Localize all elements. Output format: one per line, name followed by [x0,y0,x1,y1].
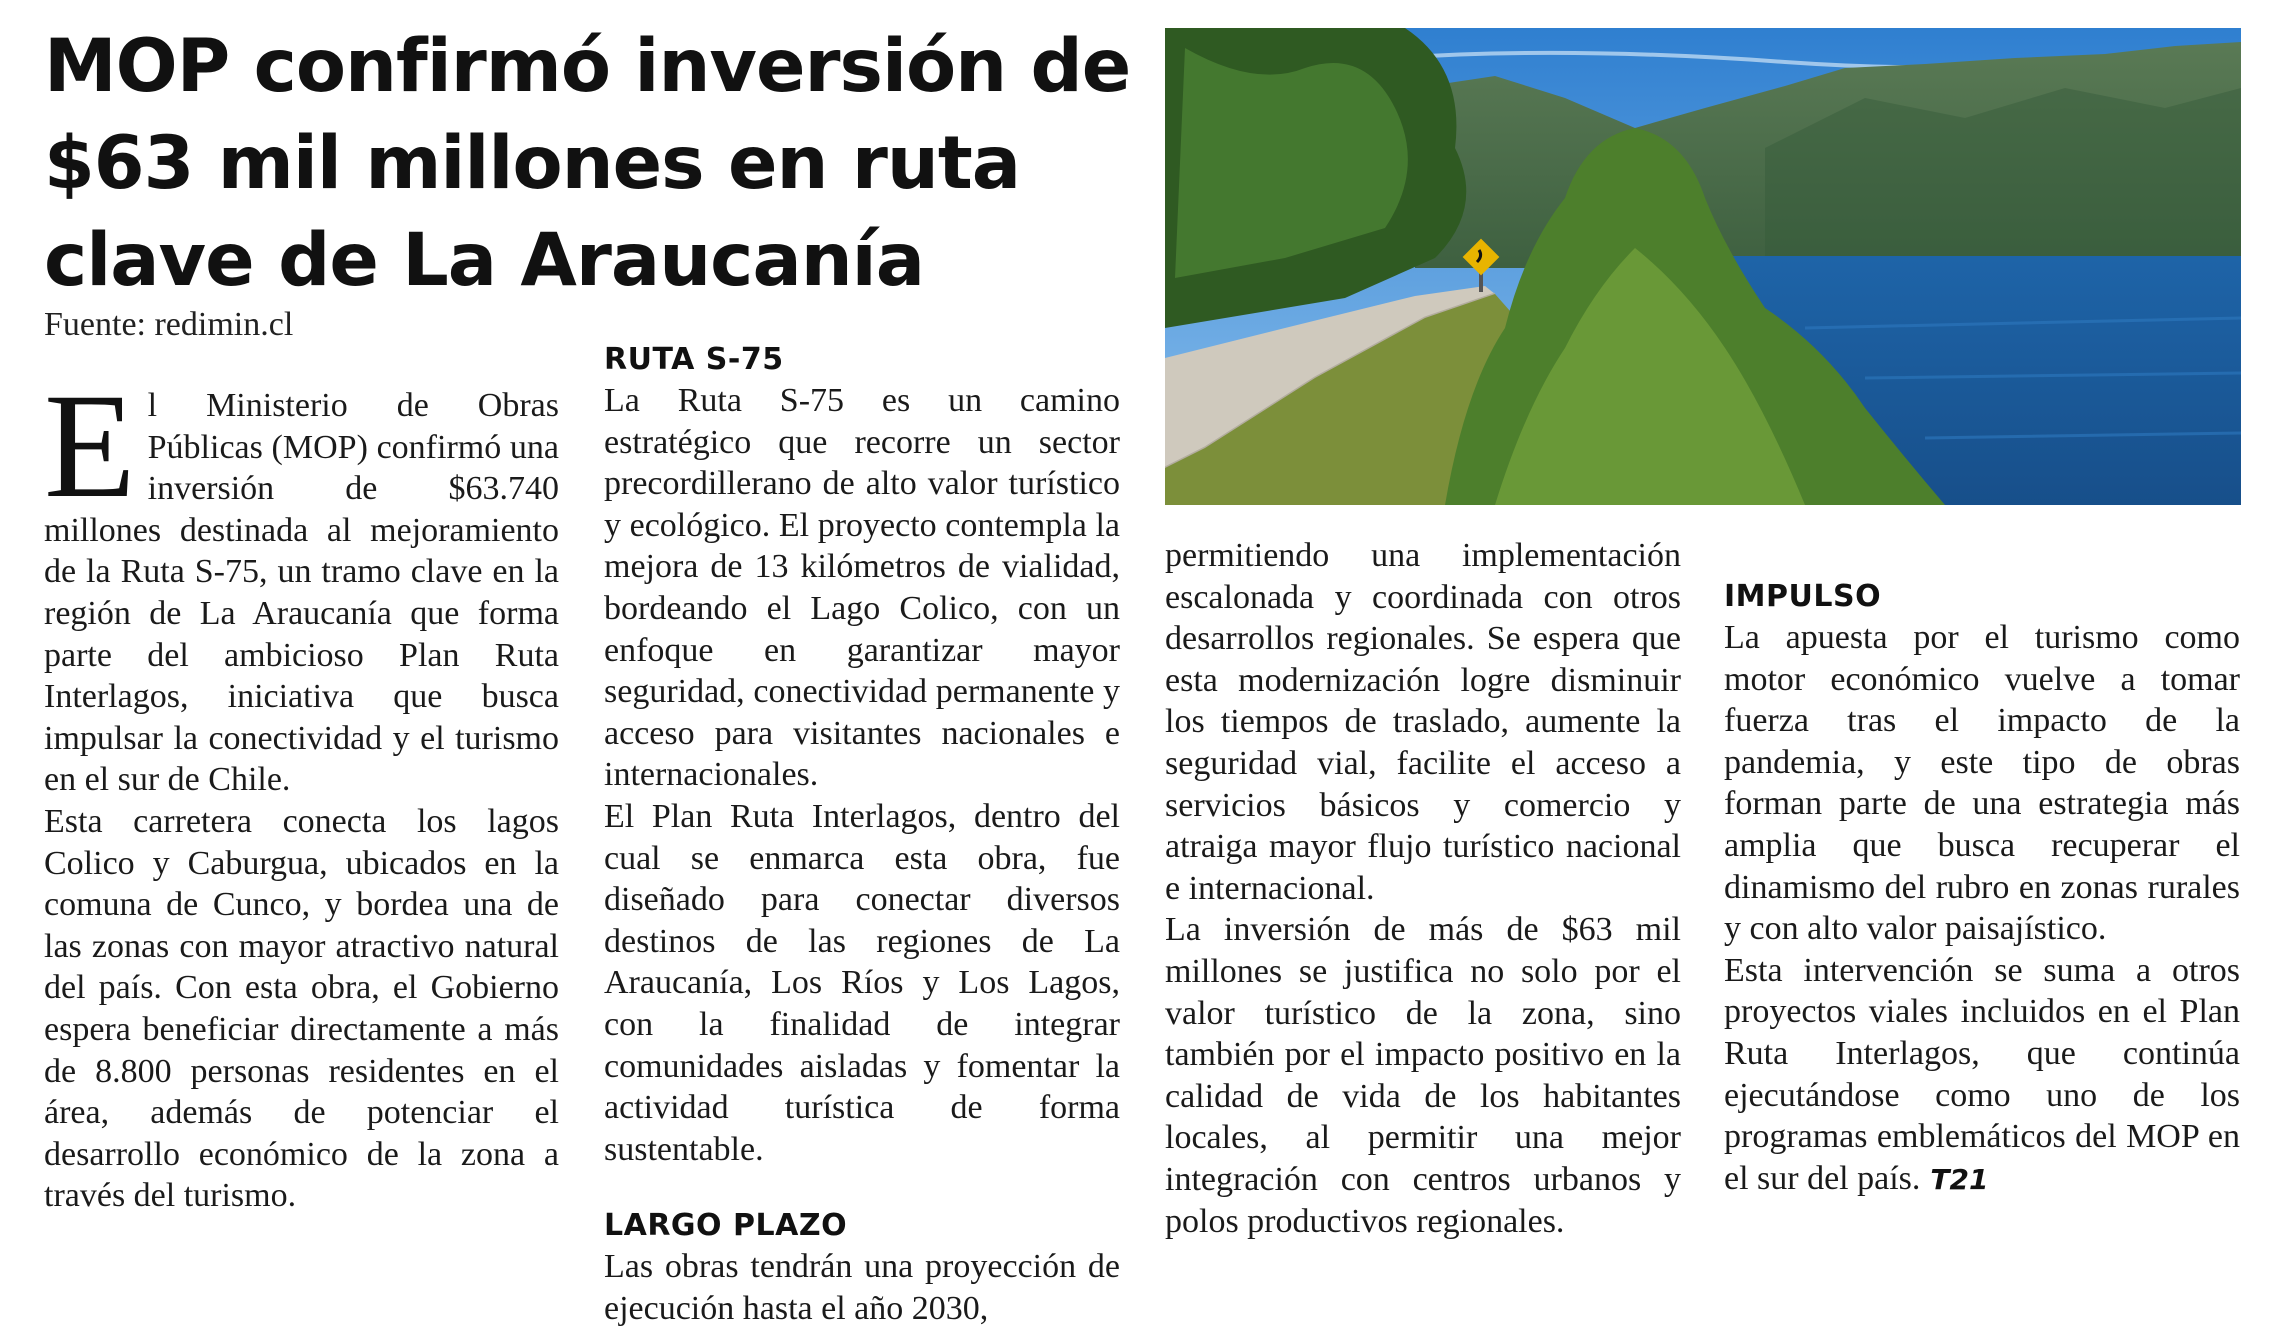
column-2 [604,340,1120,1329]
column-3 [1165,535,1681,1242]
subheading-ruta: RUTA S-75 [604,342,784,377]
body-paragraph: Esta carretera conecta los lagos Colico y Caburgua, ubicados en la comuna de Cunco, y bordea una de las zonas con mayor atractivo natural del país. Con esta obra, el Gobierno espera beneficiar directamente a más de 8.800 personas residentes en el área, además de potenciar el desarrollo económico de la zona a través del turismo. [44,802,559,1215]
subheading-largo-plazo: LARGO PLAZO [604,1208,848,1244]
closing-text: Esta intervención se suma a otros proyectos viales incluidos en el Plan Ruta Interlagos, que continúa ejecutándose como uno de los programas emblemáticos del MOP en el sur del país. [1724,951,2240,1197]
mountain-shadow [1765,88,2241,268]
subheading-impulso: IMPULSO [1724,579,1882,614]
headline: MOP confirmó inversión de $63 mil millones en ruta clave de La Araucanía [44,24,1131,303]
body-paragraph: La inversión de más de $63 mil millones se justifica no solo por el valor turístico de la zona, sino también por el impacto positivo en la calidad de vida de los habitantes locales, al permitir una mejor integración con centros urbanos y polos productivos regionales. [1165,911,1681,1240]
source-credit: Fuente: redimin.cl [44,306,294,343]
body-paragraph: La Ruta S-75 es un camino estratégico que recorre un sector precordillerano de alto valor turístico y ecológico. El proyecto contempla la mejora de 13 kilómetros de vialidad, bordeando el Lago Colico, con un enfoque en garantizar mayor seguridad, conectividad permanente y acceso para visitantes nacionales e internacionales. [604,382,1120,794]
body-paragraph: El Plan Ruta Interlagos, dentro del cual se enmarca esta obra, fue diseñado para conectar diversos destinos de las regiones de La Araucanía, Los Ríos y Los Lagos, con la finalidad de integrar comunidades aisladas y fomentar la actividad turística de forma sustentable. [604,797,1120,1168]
publication-logo: T21 [1930,1162,1989,1196]
intro-paragraph [44,363,559,801]
body-paragraph: permitiendo una implementación escalonada y coordinada con otros desarrollos regionales. Se espera que esta modernización logre disminuir los tiempos de traslado, aumente la seguridad vial, facilite el acceso a servicios básicos y comercio y atraiga mayor flujo turístico nacional e internacional. [1165,537,1681,907]
column-4 [1724,577,2240,1200]
body-paragraph: La apuesta por el turismo como motor económico vuelve a tomar fuerza tras el impacto de la pandemia, y este tipo de obras forman parte de una estrategia más amplia que busca recuperar el dinamismo del rubro en zonas rurales y con alto valor paisajístico. [1724,619,2240,948]
closing-paragraph [1724,950,2240,1201]
lake-road-photo [1165,28,2241,505]
intro-text: l Ministerio de Obras Públicas (MOP) confirmó una inversión de $63.740 millones destinada al mejoramiento de la Ruta S-75, un tramo clave en la región de La Araucanía que forma parte del ambicioso Plan Ruta Interlagos, iniciativa que busca impulsar la conectividad y el turismo en el sur de Chile. [44,387,559,799]
body-paragraph: Las obras tendrán una proyección de ejecución hasta el año 2030, [604,1248,1120,1327]
drop-cap: E [44,363,136,529]
column-1 [44,363,559,1217]
